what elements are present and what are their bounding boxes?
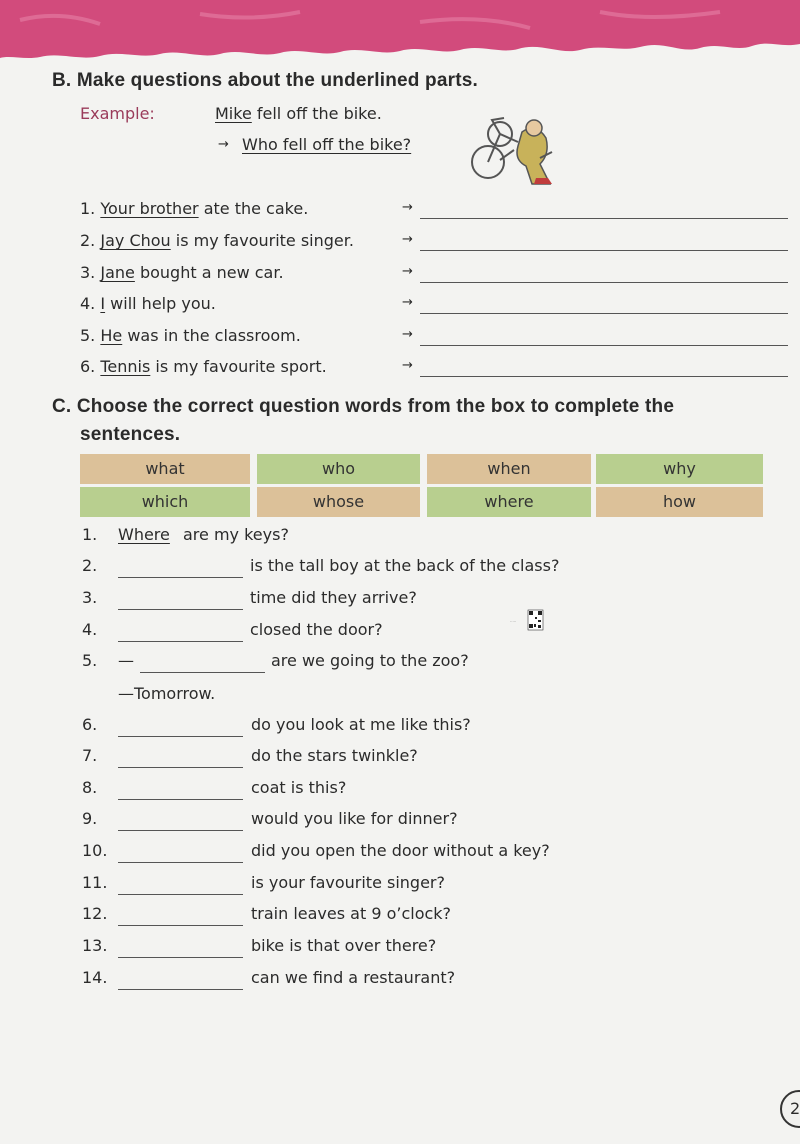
c-answer-blank-11[interactable]	[118, 894, 243, 895]
b-item-num: 5.	[80, 326, 96, 345]
c-item-num: 9.	[82, 809, 98, 828]
b-item-num: 2.	[80, 231, 96, 250]
c-answer-blank-3[interactable]	[118, 609, 243, 610]
c-item-text: do the stars twinkle?	[251, 746, 418, 765]
b-answer-arrow: →	[402, 358, 413, 373]
c-answer-blank-5[interactable]	[140, 672, 265, 673]
b-item-num: 3.	[80, 263, 96, 282]
example-sentence	[215, 104, 382, 124]
c-item-num: 11.	[82, 873, 108, 892]
c-item-num: 4.	[82, 620, 98, 639]
c-answer-blank-6[interactable]	[118, 736, 243, 737]
c-answer-blank-4[interactable]	[118, 641, 243, 642]
word-box-what: what	[80, 454, 250, 484]
c-item-num: 6.	[82, 715, 98, 734]
c-answer-blank-7[interactable]	[118, 767, 243, 768]
b-item-rest: is my favourite sport.	[150, 357, 327, 376]
b-item-2	[80, 231, 354, 251]
c-item-text: bike is that over there?	[251, 936, 437, 955]
qr-code-icon	[510, 608, 544, 632]
b-answer-arrow: →	[402, 295, 413, 310]
c-answer-blank-9[interactable]	[118, 830, 243, 831]
b-item-rest: was in the classroom.	[122, 326, 301, 345]
b-item-rest: bought a new car.	[134, 263, 284, 282]
b-answer-blank-1[interactable]	[420, 218, 788, 219]
example-underlined: Mike	[215, 104, 252, 123]
c-item-answer: Where	[118, 525, 170, 544]
c-item-text: do you look at me like this?	[251, 715, 471, 734]
b-item-underlined: Jane	[100, 263, 135, 282]
b-item-underlined: Jay Chou	[100, 231, 171, 250]
b-item-5	[80, 326, 301, 346]
c-item-text: time did they arrive?	[250, 588, 417, 607]
c-answer-blank-10[interactable]	[118, 862, 243, 863]
b-item-rest: ate the cake.	[198, 199, 309, 218]
svg-text:.....: .....	[510, 618, 517, 623]
c-item-text: did you open the door without a key?	[251, 841, 550, 860]
word-box-which: which	[80, 487, 250, 517]
example-answer: Who fell off the bike?	[242, 135, 412, 154]
boy-falling-off-bike-illustration	[470, 112, 560, 186]
c-item-num: 12.	[82, 904, 108, 923]
b-answer-arrow: →	[402, 232, 413, 247]
c-item-num: 13.	[82, 936, 108, 955]
c-answer-blank-14[interactable]	[118, 989, 243, 990]
word-box-why: why	[596, 454, 763, 484]
b-answer-blank-6[interactable]	[420, 376, 788, 377]
c-item-num: 8.	[82, 778, 98, 797]
word-box-whose: whose	[257, 487, 420, 517]
b-answer-arrow: →	[402, 200, 413, 215]
c-item-num: 10.	[82, 841, 108, 860]
c-answer-blank-2[interactable]	[118, 577, 243, 578]
c-answer-blank-12[interactable]	[118, 925, 243, 926]
c-item-text: would you like for dinner?	[251, 809, 458, 828]
c-item-text: coat is this?	[251, 778, 347, 797]
b-answer-blank-5[interactable]	[420, 345, 788, 346]
c-item-num: 1.	[82, 525, 98, 544]
b-item-num: 1.	[80, 199, 96, 218]
b-item-3	[80, 263, 284, 283]
b-item-num: 6.	[80, 357, 96, 376]
c-item-text: are my keys?	[183, 525, 289, 544]
section-b-title: B. Make questions about the underlined parts.	[52, 70, 478, 91]
b-item-6	[80, 357, 327, 377]
c-answer-blank-13[interactable]	[118, 957, 243, 958]
top-banner	[0, 0, 800, 70]
page-number: 2	[780, 1090, 800, 1128]
b-answer-blank-3[interactable]	[420, 282, 788, 283]
c-item-text: closed the door?	[250, 620, 383, 639]
example-arrow: →	[218, 137, 229, 152]
c-item-text: are we going to the zoo?	[271, 651, 469, 670]
c-answer-blank-8[interactable]	[118, 799, 243, 800]
c-item-reply: —Tomorrow.	[118, 684, 216, 703]
c-item-num: 14.	[82, 968, 108, 987]
word-box-when: when	[427, 454, 591, 484]
b-item-underlined: Your brother	[100, 199, 199, 218]
b-item-rest: is my favourite singer.	[170, 231, 354, 250]
b-item-underlined: He	[100, 326, 123, 345]
b-item-4	[80, 294, 216, 314]
b-item-num: 4.	[80, 294, 96, 313]
example-label: Example:	[80, 104, 155, 123]
word-box-who: who	[257, 454, 420, 484]
c-item-dash: —	[118, 651, 134, 670]
b-item-underlined: Tennis	[100, 357, 151, 376]
c-item-text: train leaves at 9 o’clock?	[251, 904, 452, 923]
c-item-num: 3.	[82, 588, 98, 607]
example-sentence-rest: fell off the bike.	[251, 104, 382, 123]
b-item-rest: will help you.	[105, 294, 216, 313]
b-item-1	[80, 199, 308, 219]
word-box-where: where	[427, 487, 591, 517]
c-item-text: is your favourite singer?	[251, 873, 445, 892]
section-c-title-line2: sentences.	[80, 424, 181, 445]
b-answer-blank-2[interactable]	[420, 250, 788, 251]
b-answer-arrow: →	[402, 264, 413, 279]
b-item-underlined: I	[100, 294, 106, 313]
c-item-text: can we find a restaurant?	[251, 968, 456, 987]
section-c-title: C. Choose the correct question words from the box to complete the	[52, 396, 675, 417]
word-box-how: how	[596, 487, 763, 517]
b-answer-blank-4[interactable]	[420, 313, 788, 314]
c-item-text: is the tall boy at the back of the class?	[250, 556, 560, 575]
c-item-num: 7.	[82, 746, 98, 765]
b-answer-arrow: →	[402, 327, 413, 342]
c-item-num: 5.	[82, 651, 98, 670]
c-item-num: 2.	[82, 556, 98, 575]
